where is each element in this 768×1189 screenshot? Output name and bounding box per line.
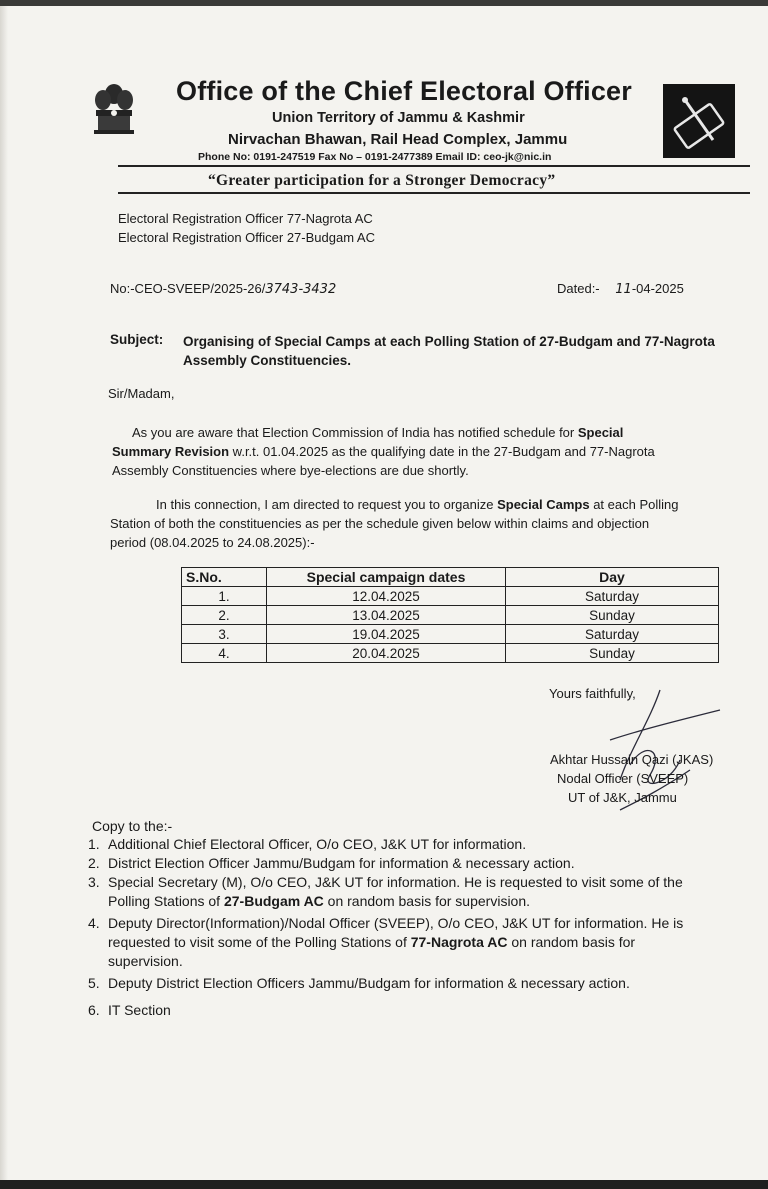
eci-logo-icon [663, 84, 735, 158]
list-text: Special Secretary (M), O/o CEO, J&K UT for information. He is requested to visit some of the [108, 874, 683, 890]
ut-line: Union Territory of Jammu & Kashmir [272, 110, 525, 126]
dated [557, 281, 684, 297]
list-number: 5. [88, 975, 100, 991]
table-cell: 19.04.2025 [267, 625, 506, 644]
list-number: 3. [88, 874, 100, 890]
table-cell: 1. [182, 587, 267, 606]
paragraph-text: at each Polling [589, 497, 679, 512]
paragraph-1-line-3: Assembly Constituencies where bye-elections are due shortly. [112, 463, 469, 478]
paragraph-2-line-3: period (08.04.2025 to 24.08.2025):- [110, 535, 315, 550]
list-text: Additional Chief Electoral Officer, O/o CEO, J&K UT for information. [108, 836, 527, 852]
schedule-table [181, 567, 719, 663]
paragraph-1-line-1 [132, 423, 623, 443]
table-row [182, 606, 719, 625]
signatory-designation: Nodal Officer (SVEEP) [557, 771, 689, 786]
table-cell: 3. [182, 625, 267, 644]
table-cell: Sunday [506, 606, 719, 625]
table-cell: Saturday [506, 625, 719, 644]
list-item [88, 835, 753, 854]
signatory-name: Akhtar Hussain Qazi (JKAS) [550, 752, 714, 767]
column-header: Day [506, 568, 719, 587]
header-rule-top [118, 165, 750, 167]
paragraph-bold: Special Camps [497, 497, 590, 512]
salutation: Sir/Madam, [108, 386, 175, 401]
table-cell: 2. [182, 606, 267, 625]
reference-number-printed: No:-CEO-SVEEP/2025-26/ [110, 281, 266, 296]
list-item [88, 873, 753, 911]
list-text: Polling Stations of [108, 893, 224, 909]
reference-number-handwritten: 3743-3432 [265, 282, 337, 297]
list-text: District Election Officer Jammu/Budgam for information & necessary action. [108, 855, 575, 871]
copy-to-heading: Copy to the:- [92, 818, 173, 834]
table-cell: 4. [182, 644, 267, 663]
list-text: Deputy District Election Officers Jammu/Budgam for information & necessary action. [108, 975, 630, 991]
paragraph-1-line-2 [112, 442, 655, 462]
page-fold-shadow [0, 0, 8, 1189]
state-emblem-icon [86, 80, 142, 152]
table-cell: Sunday [506, 644, 719, 663]
column-header: Special campaign dates [267, 568, 506, 587]
contact-line: Phone No: 0191-247519 Fax No – 0191-2477389 Email ID: ceo-jk@nic.in [198, 151, 552, 163]
reference-number [110, 281, 336, 297]
scan-top-edge [0, 0, 768, 6]
list-text: on random basis for [507, 934, 636, 950]
header-rule-bottom [118, 192, 750, 194]
list-text: requested to visit some of the Polling Stations of [108, 934, 411, 950]
paragraph-text: w.r.t. 01.04.2025 as the qualifying date in the 27-Budgam and 77-Nagrota [229, 444, 655, 459]
recipient-line: Electoral Registration Officer 77-Nagrota AC [118, 211, 373, 226]
list-text: IT Section [108, 1002, 171, 1018]
recipient-line: Electoral Registration Officer 27-Budgam AC [118, 230, 375, 245]
table-row [182, 587, 719, 606]
list-number: 1. [88, 836, 100, 852]
paragraph-bold: Special [577, 425, 624, 440]
signatory-office: UT of J&K, Jammu [568, 790, 677, 805]
dated-rest: -04-2025 [631, 281, 684, 296]
list-bold: 77-Nagrota AC [410, 934, 508, 950]
dated-label: Dated:- [557, 281, 600, 296]
list-text: on random basis for supervision. [323, 893, 531, 909]
paragraph-2-line-1 [156, 495, 679, 515]
dated-day-handwritten: 11 [615, 282, 632, 297]
subject-text: Organising of Special Camps at each Polling Station of 27-Budgam and 77-Nagrota Assembly Constituencies. [183, 334, 715, 368]
table-header-row [182, 568, 719, 587]
table-row [182, 625, 719, 644]
table-cell: Saturday [506, 587, 719, 606]
column-header: S.No. [182, 568, 267, 587]
subject-label: Subject: [110, 332, 164, 347]
list-item [88, 854, 753, 873]
paragraph-bold: Summary Revision [112, 444, 230, 459]
table-cell: 12.04.2025 [267, 587, 506, 606]
table-row [182, 644, 719, 663]
list-number: 6. [88, 1002, 100, 1018]
paragraph-2-line-2: Station of both the constituencies as per the schedule given below within claims and objection [110, 516, 650, 531]
closing: Yours faithfully, [549, 686, 636, 701]
list-item [88, 1001, 753, 1020]
list-item [88, 914, 753, 971]
list-number: 2. [88, 855, 100, 871]
list-text: Deputy Director(Information)/Nodal Officer (SVEEP), O/o CEO, J&K UT for information. He is [108, 915, 684, 931]
office-title: Office of the Chief Electoral Officer [176, 76, 632, 106]
list-bold: 27-Budgam AC [223, 893, 324, 909]
list-item [88, 974, 753, 993]
scan-bottom-edge [0, 1180, 768, 1189]
table-cell: 13.04.2025 [267, 606, 506, 625]
table-cell: 20.04.2025 [267, 644, 506, 663]
address-line: Nirvachan Bhawan, Rail Head Complex, Jammu [228, 131, 568, 148]
paragraph-text: As you are aware that Election Commission of India has notified schedule for [132, 425, 578, 440]
paragraph-text: In this connection, I am directed to request you to organize [156, 497, 498, 512]
list-text: supervision. [108, 953, 183, 969]
motto: “Greater participation for a Stronger Democracy” [208, 172, 556, 189]
list-number: 4. [88, 915, 100, 931]
